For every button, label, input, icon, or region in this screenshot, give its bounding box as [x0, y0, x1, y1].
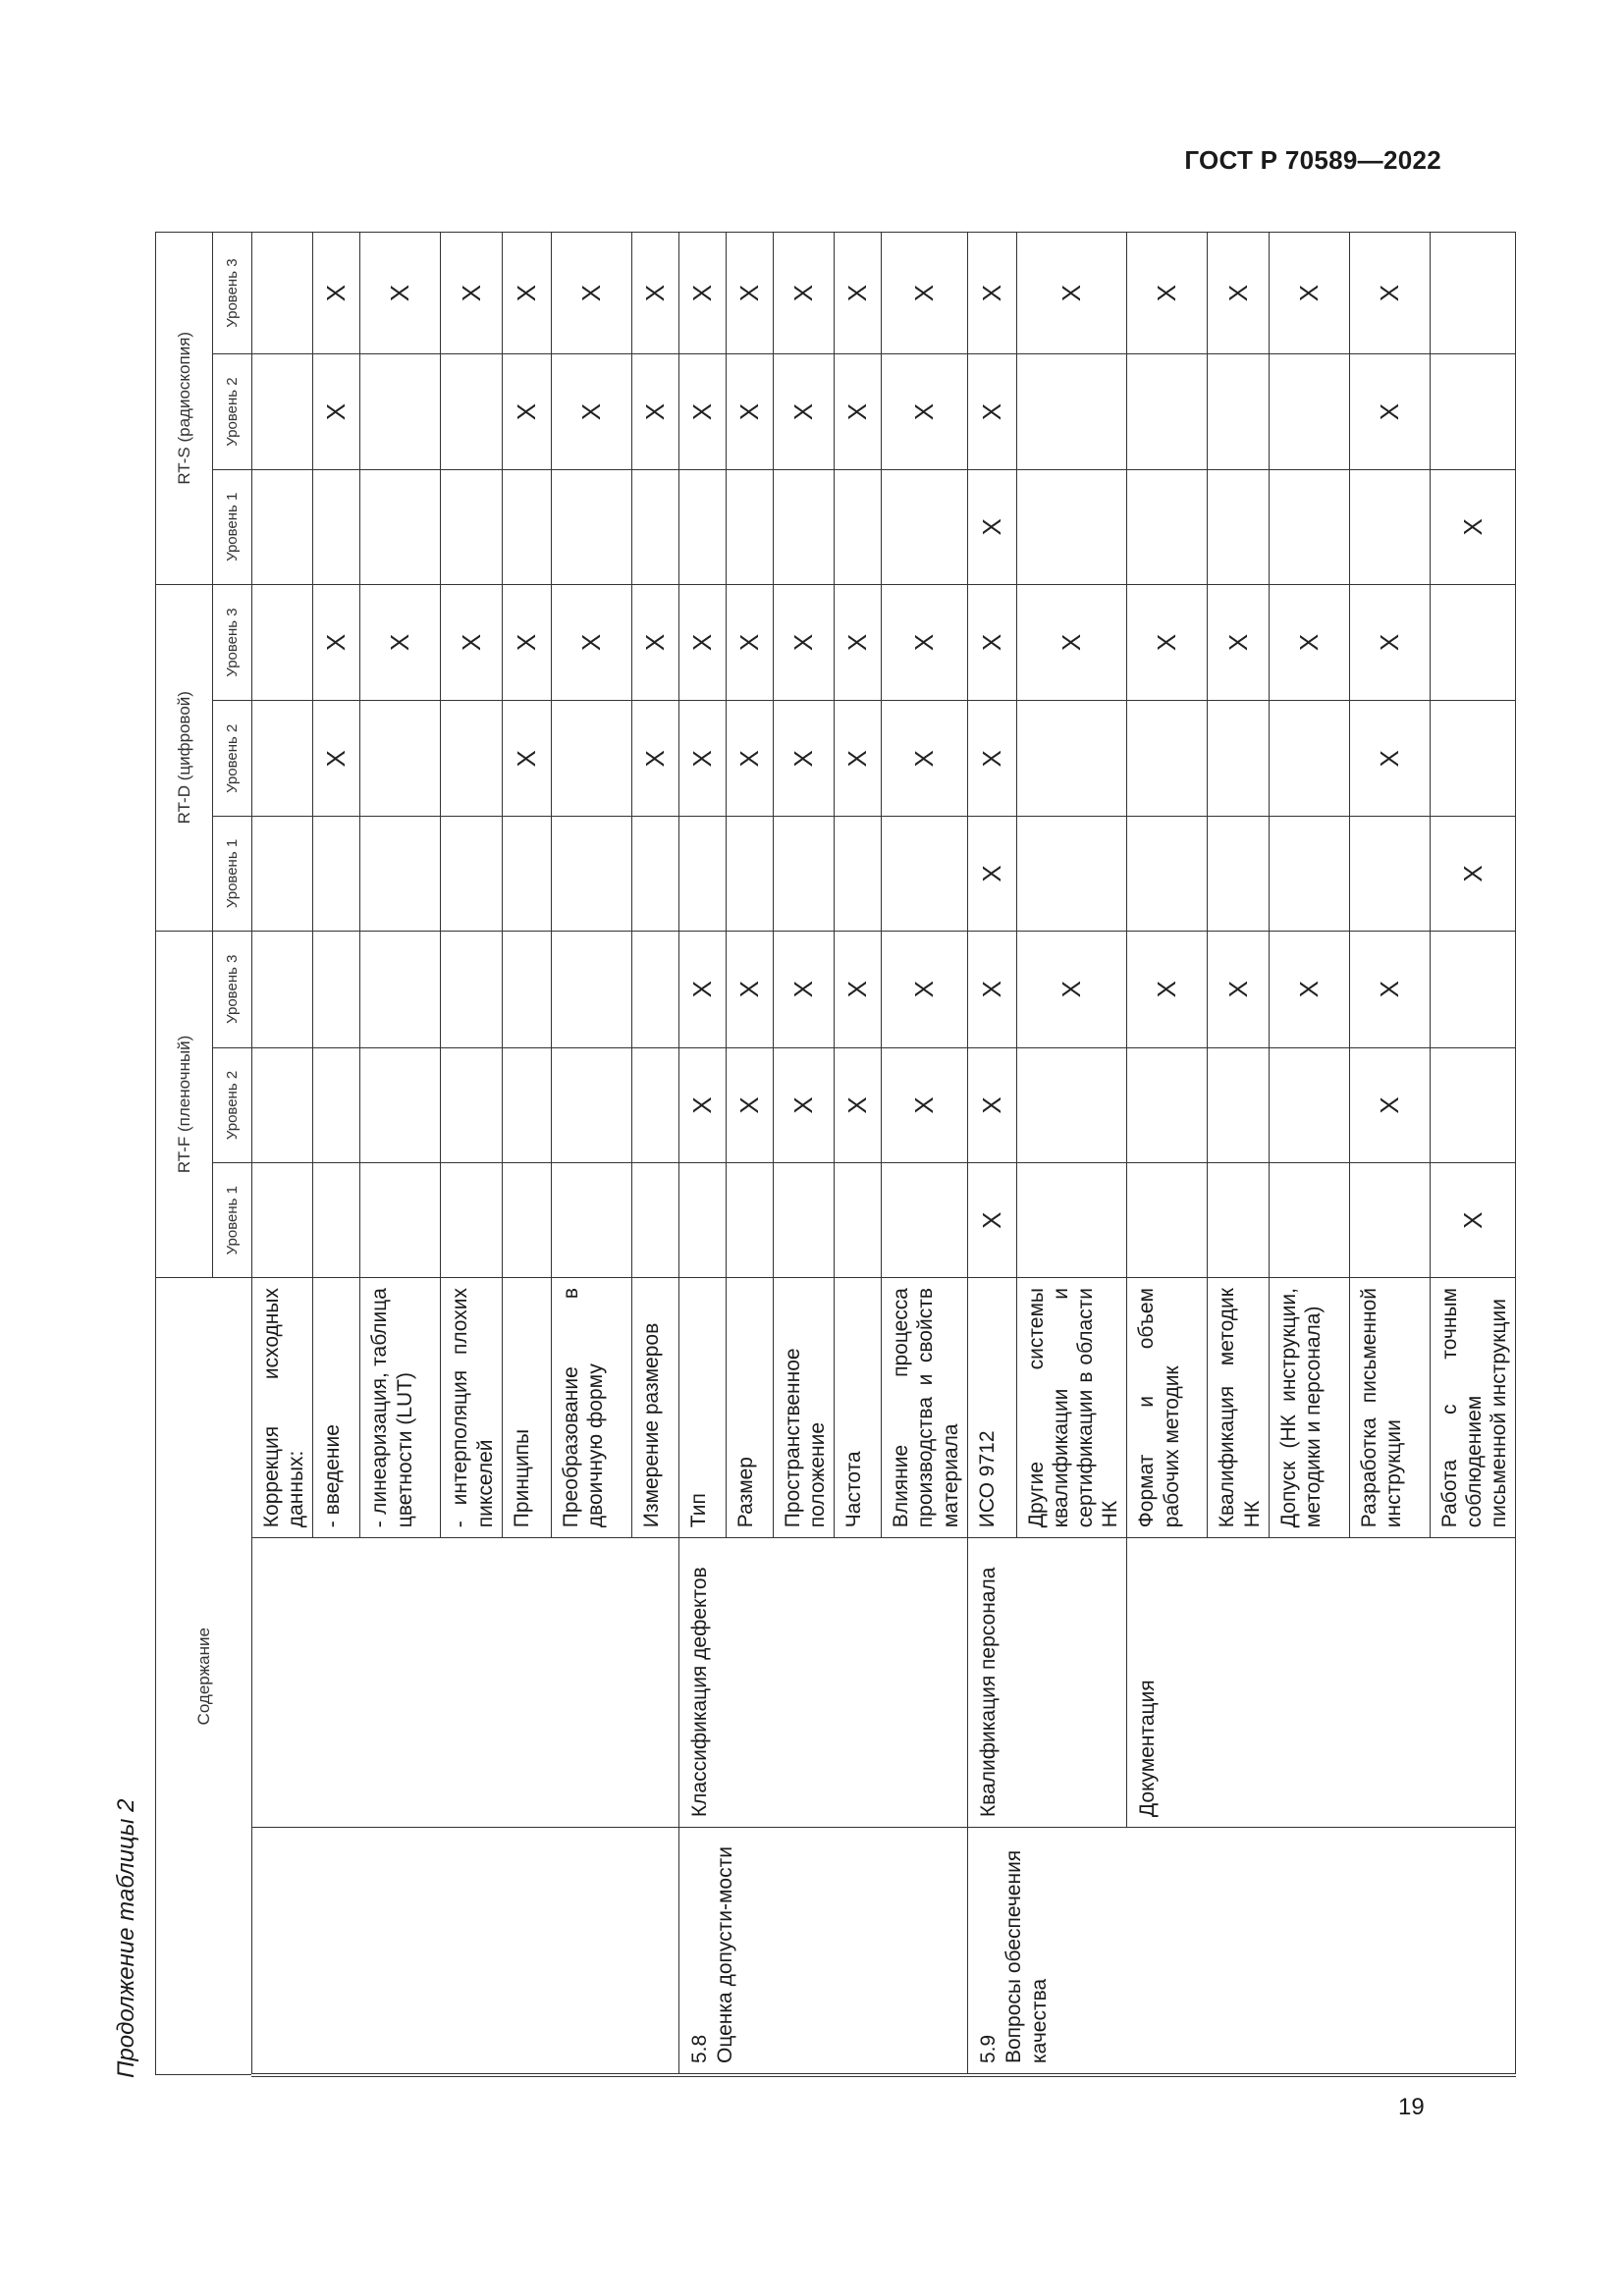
cell-mark: X: [313, 584, 360, 701]
cell-mark: X: [773, 931, 834, 1047]
section-title: Оценка допусти-мости: [714, 1846, 736, 2063]
row-text: Допуск (НК инструкции, методики и персонала): [1269, 1278, 1349, 1538]
cell-mark: [1208, 1047, 1269, 1163]
cell-mark: X: [773, 701, 834, 817]
row-text: Частота: [835, 1278, 882, 1538]
row-text: Другие системы квалификации и сертификации в области НК: [1016, 1278, 1127, 1538]
document-code: ГОСТ Р 70589—2022: [1184, 145, 1441, 175]
cell-mark: X: [360, 233, 441, 354]
cell-mark: X: [882, 584, 968, 701]
cell-mark: [252, 584, 313, 701]
cell-mark: [1016, 817, 1127, 932]
cell-mark: X: [882, 1047, 968, 1163]
cell-mark: [1127, 701, 1208, 817]
cell-mark: [678, 817, 726, 932]
section-5-8: [678, 1828, 967, 2075]
cell-mark: [835, 469, 882, 584]
row-text: - линеаризация, таблица цветности (LUT): [360, 1278, 441, 1538]
cell-mark: X: [882, 701, 968, 817]
cell-mark: [1016, 469, 1127, 584]
cell-mark: X: [967, 1163, 1016, 1278]
cell-mark: X: [1349, 233, 1430, 354]
cell-mark: X: [678, 233, 726, 354]
cell-mark: X: [1269, 931, 1349, 1047]
cell-mark: X: [313, 701, 360, 817]
cell-mark: [835, 1163, 882, 1278]
cell-mark: [1127, 1047, 1208, 1163]
cell-mark: [1127, 817, 1208, 932]
cell-mark: [1269, 1163, 1349, 1278]
cell-mark: X: [967, 233, 1016, 354]
cell-mark: X: [1349, 701, 1430, 817]
cell-mark: [1208, 469, 1269, 584]
level-header: Уровень 1: [213, 1163, 252, 1278]
cell-mark: X: [1430, 1163, 1516, 1278]
cell-mark: [252, 701, 313, 817]
cell-mark: [1127, 469, 1208, 584]
table-row: [252, 233, 313, 2076]
cell-mark: X: [1349, 584, 1430, 701]
cell-mark: [773, 1163, 834, 1278]
cell-mark: [773, 469, 834, 584]
cell-mark: X: [967, 354, 1016, 470]
section-number: 5.8: [687, 2034, 711, 2063]
cell-mark: [631, 931, 678, 1047]
cell-mark: [1208, 817, 1269, 932]
level-header: Уровень 3: [213, 584, 252, 701]
cell-mark: [631, 817, 678, 932]
cell-mark: [441, 1163, 502, 1278]
cell-mark: [441, 931, 502, 1047]
cell-mark: X: [967, 584, 1016, 701]
cell-mark: [1269, 1047, 1349, 1163]
cell-mark: X: [441, 584, 502, 701]
cell-mark: X: [835, 931, 882, 1047]
cell-mark: X: [678, 931, 726, 1047]
cell-mark: [1430, 1047, 1516, 1163]
cell-mark: [631, 1047, 678, 1163]
cell-mark: X: [313, 354, 360, 470]
row-text: Квалификация методик НК: [1208, 1278, 1269, 1538]
cell-mark: X: [1430, 817, 1516, 932]
row-text: Размер: [726, 1278, 773, 1538]
cell-mark: X: [1349, 1047, 1430, 1163]
cell-mark: X: [1127, 931, 1208, 1047]
cell-mark: [551, 1047, 631, 1163]
cell-mark: X: [835, 701, 882, 817]
rotated-table-container: [155, 232, 1511, 2077]
cell-mark: [1430, 584, 1516, 701]
table-row: [1127, 233, 1208, 2076]
cell-mark: [1016, 701, 1127, 817]
cell-mark: X: [551, 584, 631, 701]
requirements-table: [155, 232, 1516, 2077]
page-number: 19: [1398, 2094, 1425, 2120]
content-header: Содержание: [156, 1278, 252, 2075]
table-row: [678, 233, 726, 2076]
cell-mark: X: [360, 584, 441, 701]
cell-mark: X: [726, 584, 773, 701]
cell-mark: [1208, 701, 1269, 817]
cell-mark: [1269, 817, 1349, 932]
cell-mark: X: [631, 701, 678, 817]
cell-mark: [1208, 354, 1269, 470]
cell-mark: X: [835, 1047, 882, 1163]
cell-mark: X: [313, 233, 360, 354]
row-text: Тип: [678, 1278, 726, 1538]
cell-mark: [726, 1163, 773, 1278]
row-text: Коррекция исходных данных:: [252, 1278, 313, 1538]
cell-mark: X: [1016, 584, 1127, 701]
cell-mark: [502, 931, 551, 1047]
cell-mark: X: [551, 233, 631, 354]
cell-mark: [252, 817, 313, 932]
cell-mark: [1269, 354, 1349, 470]
cell-mark: [313, 1047, 360, 1163]
cell-mark: X: [882, 931, 968, 1047]
cell-mark: X: [967, 701, 1016, 817]
cell-mark: [835, 817, 882, 932]
cell-mark: [726, 817, 773, 932]
cell-mark: X: [773, 233, 834, 354]
cell-mark: [631, 1163, 678, 1278]
cell-mark: [1349, 469, 1430, 584]
cell-mark: [882, 1163, 968, 1278]
cell-mark: [502, 469, 551, 584]
cell-mark: X: [967, 1047, 1016, 1163]
cell-mark: [678, 1163, 726, 1278]
cell-mark: X: [502, 233, 551, 354]
cell-mark: X: [1208, 584, 1269, 701]
cell-mark: [551, 1163, 631, 1278]
cell-mark: [726, 469, 773, 584]
row-text: Формат и объем рабочих методик: [1127, 1278, 1208, 1538]
cell-mark: X: [835, 584, 882, 701]
cell-mark: [1016, 1163, 1127, 1278]
cell-mark: [360, 1163, 441, 1278]
cell-mark: X: [1430, 469, 1516, 584]
cell-mark: X: [631, 233, 678, 354]
cell-mark: [1016, 354, 1127, 470]
cell-mark: X: [967, 817, 1016, 932]
cell-mark: X: [678, 1047, 726, 1163]
cell-mark: X: [1349, 931, 1430, 1047]
cell-mark: [1269, 469, 1349, 584]
cell-mark: X: [882, 233, 968, 354]
cell-mark: X: [1349, 354, 1430, 470]
cell-mark: [313, 931, 360, 1047]
cell-mark: X: [1208, 233, 1269, 354]
row-text: Измерение размеров: [631, 1278, 678, 1538]
cell-mark: X: [726, 931, 773, 1047]
row-text: Работа с точным соблюдением письменной инструкции: [1430, 1278, 1516, 1538]
level-header: Уровень 1: [213, 469, 252, 584]
group-documentation: Документация: [1127, 1538, 1516, 1828]
section-title: Вопросы обеспечения качества: [1001, 1849, 1052, 2063]
cell-mark: [360, 931, 441, 1047]
row-text: Преобразование в двоичную форму: [551, 1278, 631, 1538]
cell-mark: X: [773, 584, 834, 701]
cell-mark: [773, 817, 834, 932]
cell-mark: [1208, 1163, 1269, 1278]
cell-mark: [678, 469, 726, 584]
cell-mark: [502, 1163, 551, 1278]
cell-mark: X: [631, 584, 678, 701]
cell-mark: [1430, 233, 1516, 354]
cell-mark: [631, 469, 678, 584]
cell-mark: [252, 354, 313, 470]
cell-mark: [1430, 931, 1516, 1047]
level-header: Уровень 1: [213, 817, 252, 932]
cell-mark: [360, 1047, 441, 1163]
cell-mark: X: [773, 354, 834, 470]
cell-mark: X: [835, 233, 882, 354]
cell-mark: [551, 469, 631, 584]
cell-mark: [1016, 1047, 1127, 1163]
cell-mark: X: [502, 354, 551, 470]
cell-mark: [441, 469, 502, 584]
cell-mark: X: [1016, 931, 1127, 1047]
cell-mark: X: [551, 354, 631, 470]
row-text: Влияние процесса производства и свойств материала: [882, 1278, 968, 1538]
row-text: Принципы: [502, 1278, 551, 1538]
cell-mark: X: [678, 354, 726, 470]
cell-mark: [1269, 701, 1349, 817]
cell-mark: X: [1208, 931, 1269, 1047]
cell-mark: X: [1016, 233, 1127, 354]
cell-mark: X: [726, 1047, 773, 1163]
section-5-9: [967, 1828, 1516, 2075]
level-header: Уровень 3: [213, 931, 252, 1047]
method-header: RT-D (цифровой): [156, 584, 213, 931]
cell-mark: [360, 701, 441, 817]
cell-mark: [1430, 354, 1516, 470]
cell-mark: [1349, 817, 1430, 932]
cell-mark: [502, 817, 551, 932]
table-row: [967, 233, 1016, 2076]
cell-mark: X: [1269, 584, 1349, 701]
cell-mark: X: [441, 233, 502, 354]
cell-mark: [441, 1047, 502, 1163]
cell-mark: [360, 354, 441, 470]
row-text: Пространственное положение: [773, 1278, 834, 1538]
cell-mark: X: [773, 1047, 834, 1163]
cell-mark: [882, 817, 968, 932]
method-header: RT-S (радиоскопия): [156, 233, 213, 585]
method-header: RT-F (пленочный): [156, 931, 213, 1277]
row-text: Разработка письменной инструкции: [1349, 1278, 1430, 1538]
cell-mark: [313, 817, 360, 932]
cell-mark: [551, 701, 631, 817]
header-row-methods: [156, 233, 213, 2076]
cell-mark: [252, 1163, 313, 1278]
table-caption: Продолжение таблицы 2: [113, 1798, 139, 2078]
row-text: - интерполяция плохих пикселей: [441, 1278, 502, 1538]
cell-mark: X: [967, 931, 1016, 1047]
level-header: Уровень 2: [213, 354, 252, 470]
cell-mark: X: [726, 354, 773, 470]
section-cell-empty: [252, 1828, 679, 2075]
cell-mark: X: [631, 354, 678, 470]
cell-mark: [502, 1047, 551, 1163]
cell-mark: X: [835, 354, 882, 470]
cell-mark: [252, 469, 313, 584]
row-text: - введение: [313, 1278, 360, 1538]
cell-mark: [1127, 354, 1208, 470]
level-header: Уровень 2: [213, 701, 252, 817]
cell-mark: [252, 233, 313, 354]
cell-mark: [360, 469, 441, 584]
cell-mark: [360, 817, 441, 932]
cell-mark: X: [1127, 233, 1208, 354]
cell-mark: [252, 931, 313, 1047]
cell-mark: X: [882, 354, 968, 470]
cell-mark: [1430, 701, 1516, 817]
level-header: Уровень 2: [213, 1047, 252, 1163]
cell-mark: [551, 817, 631, 932]
cell-mark: X: [1269, 233, 1349, 354]
cell-mark: [1349, 1163, 1430, 1278]
cell-mark: [441, 817, 502, 932]
cell-mark: X: [1127, 584, 1208, 701]
cell-mark: X: [967, 469, 1016, 584]
cell-mark: [441, 701, 502, 817]
row-text: ИСО 9712: [967, 1278, 1016, 1538]
cell-mark: X: [726, 701, 773, 817]
section-number: 5.9: [976, 2034, 1000, 2063]
cell-mark: [441, 354, 502, 470]
cell-mark: X: [726, 233, 773, 354]
cell-mark: X: [502, 701, 551, 817]
cell-mark: [882, 469, 968, 584]
cell-mark: [1127, 1163, 1208, 1278]
group-personnel-qualification: Квалификация персонала: [967, 1538, 1127, 1828]
cell-mark: [252, 1047, 313, 1163]
cell-mark: [551, 931, 631, 1047]
cell-mark: X: [678, 584, 726, 701]
level-header: Уровень 3: [213, 233, 252, 354]
group-defect-classification: Классификация дефектов: [678, 1538, 967, 1828]
cell-mark: [313, 469, 360, 584]
cell-mark: X: [678, 701, 726, 817]
cell-mark: X: [502, 584, 551, 701]
group-cell-empty: [252, 1538, 679, 1828]
cell-mark: [313, 1163, 360, 1278]
